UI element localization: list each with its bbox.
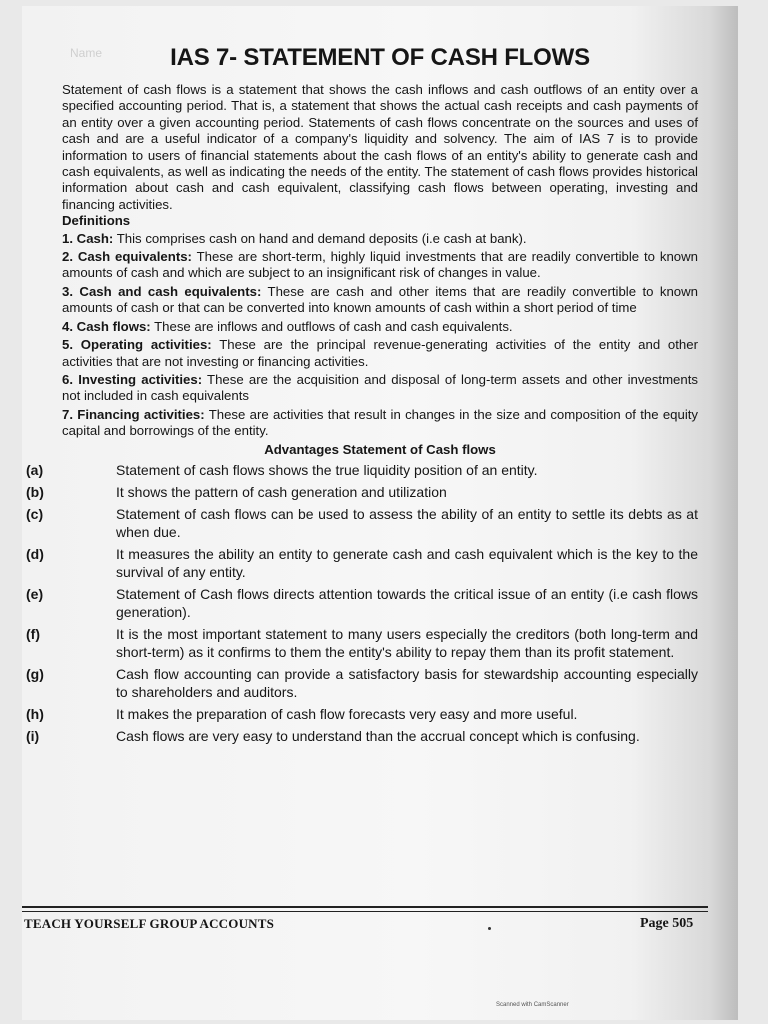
advantage-item	[26, 461, 698, 479]
definition-item	[62, 319, 698, 335]
advantage-text: Statement of Cash flows directs attention towards the critical issue of an entity (i.e cash flows generation).	[116, 585, 698, 620]
advantage-item	[26, 665, 698, 701]
definition-number: 6.	[62, 371, 73, 387]
advantage-marker: (a)	[26, 461, 44, 478]
definition-text: These are the principal revenue-generating activities of the entity and other activities that are not investing or financing activities.	[62, 337, 698, 369]
footer-book-title: TEACH YOURSELF GROUP ACCOUNTS	[24, 916, 275, 931]
definition-term: Cash equivalents:	[77, 249, 192, 265]
advantage-marker: (h)	[26, 705, 44, 722]
advantage-marker: (b)	[26, 483, 44, 500]
definition-item	[62, 337, 698, 370]
definition-text: These are inflows and outflows of cash and cash equivalents.	[150, 318, 513, 334]
advantage-marker: (i)	[26, 727, 40, 744]
faint-header-word: Name	[70, 46, 103, 60]
definition-term: Cash and cash equivalents:	[79, 283, 262, 299]
advantages-heading: Advantages Statement of Cash flows	[264, 441, 496, 457]
advantage-text: It makes the preparation of cash flow forecasts very easy and more useful.	[116, 705, 578, 722]
footer-rule-bottom	[22, 911, 708, 912]
definition-number: 7.	[62, 406, 73, 422]
page-title: IAS 7- STATEMENT OF CASH FLOWS	[170, 44, 590, 71]
speck-mark	[488, 927, 491, 930]
definition-number: 5.	[62, 337, 73, 353]
advantage-marker: (c)	[26, 505, 44, 522]
definition-text: These are the acquisition and disposal of long-term assets and other investments not included in cash equivalents	[62, 371, 698, 404]
definition-item	[62, 372, 698, 405]
definition-text: This comprises cash on hand and demand deposits (i.e cash at bank).	[113, 230, 527, 246]
definition-term: Investing activities:	[78, 371, 203, 387]
definition-term: Financing activities:	[77, 406, 205, 422]
definition-term: Cash flows:	[76, 318, 151, 334]
advantage-marker: (d)	[26, 545, 44, 562]
definition-item	[62, 249, 698, 282]
advantage-item	[26, 625, 698, 661]
definition-number: 1.	[62, 230, 73, 246]
definition-text: These are cash and other items that are readily convertible to known amounts of cash or that can be converted into known amounts of cash within a short period of time	[62, 283, 698, 316]
definition-number: 3.	[62, 283, 73, 299]
definition-item	[62, 407, 698, 440]
advantage-item	[26, 705, 698, 723]
footer-page-number: Page 505	[640, 916, 694, 931]
definition-item	[62, 284, 698, 317]
advantage-item	[26, 585, 698, 621]
definitions-heading: Definitions	[62, 213, 131, 229]
document-page	[22, 6, 738, 1020]
definition-text: These are short-term, highly liquid investments that are readily convertible to known amounts of cash and which are subject to an insignificant risk of changes in value.	[62, 249, 698, 281]
advantage-marker: (f)	[26, 625, 40, 642]
definition-term: Operating activities:	[80, 337, 212, 353]
definition-number: 2.	[62, 249, 73, 265]
definition-number: 4.	[62, 318, 73, 334]
footer-rule-top	[22, 906, 708, 908]
advantage-text: Statement of cash flows shows the true liquidity position of an entity.	[116, 461, 538, 478]
advantage-text: Statement of cash flows can be used to assess the ability of an entity to settle its debts as at when due.	[116, 505, 698, 540]
advantage-item	[26, 483, 698, 501]
advantage-marker: (e)	[26, 585, 44, 602]
advantage-item	[26, 505, 698, 541]
intro-paragraph: Statement of cash flows is a statement that shows the cash inflows and cash outflows of an entity over a specified accounting period. That is, a statement that shows the actual cash receipts and cash payments of an entity over a given accounting period. Statements of cash flows concentrate on the sources and uses of cash and are a useful indicator of a company's liquidity and solvency. The aim of IAS 7 is to provide information to users of financial statements about the cash flows of an entity's ability to generate cash and cash equivalents, as well as indicating the needs of the entity. The statement of cash flows provides historical information about cash and cash equivalent, classifying cash flows between operating, investing and financing activities.	[62, 82, 698, 212]
scanner-watermark: Scanned with CamScanner	[496, 1002, 569, 1008]
definition-item	[62, 231, 698, 247]
advantage-marker: (g)	[26, 665, 44, 682]
advantage-text: It is the most important statement to many users especially the creditors (both long-term and short-term) as it confirms to them the entity's ability to repay them than its profit statement.	[116, 625, 698, 660]
document-body	[26, 82, 699, 749]
advantage-item	[26, 545, 698, 581]
definition-term: Cash:	[76, 230, 114, 246]
advantage-item	[26, 727, 698, 745]
advantage-text: Cash flow accounting can provide a satisfactory basis for stewardship accounting especially to shareholders and auditors.	[116, 665, 698, 700]
advantage-text: Cash flows are very easy to understand than the accrual concept which is confusing.	[116, 727, 640, 744]
advantage-text: It measures the ability an entity to generate cash and cash equivalent which is the key to the survival of any entity.	[116, 545, 698, 580]
advantage-text: It shows the pattern of cash generation and utilization	[116, 483, 447, 500]
definition-text: These are activities that result in changes in the size and composition of the equity capital and borrowings of the entity.	[62, 406, 699, 439]
